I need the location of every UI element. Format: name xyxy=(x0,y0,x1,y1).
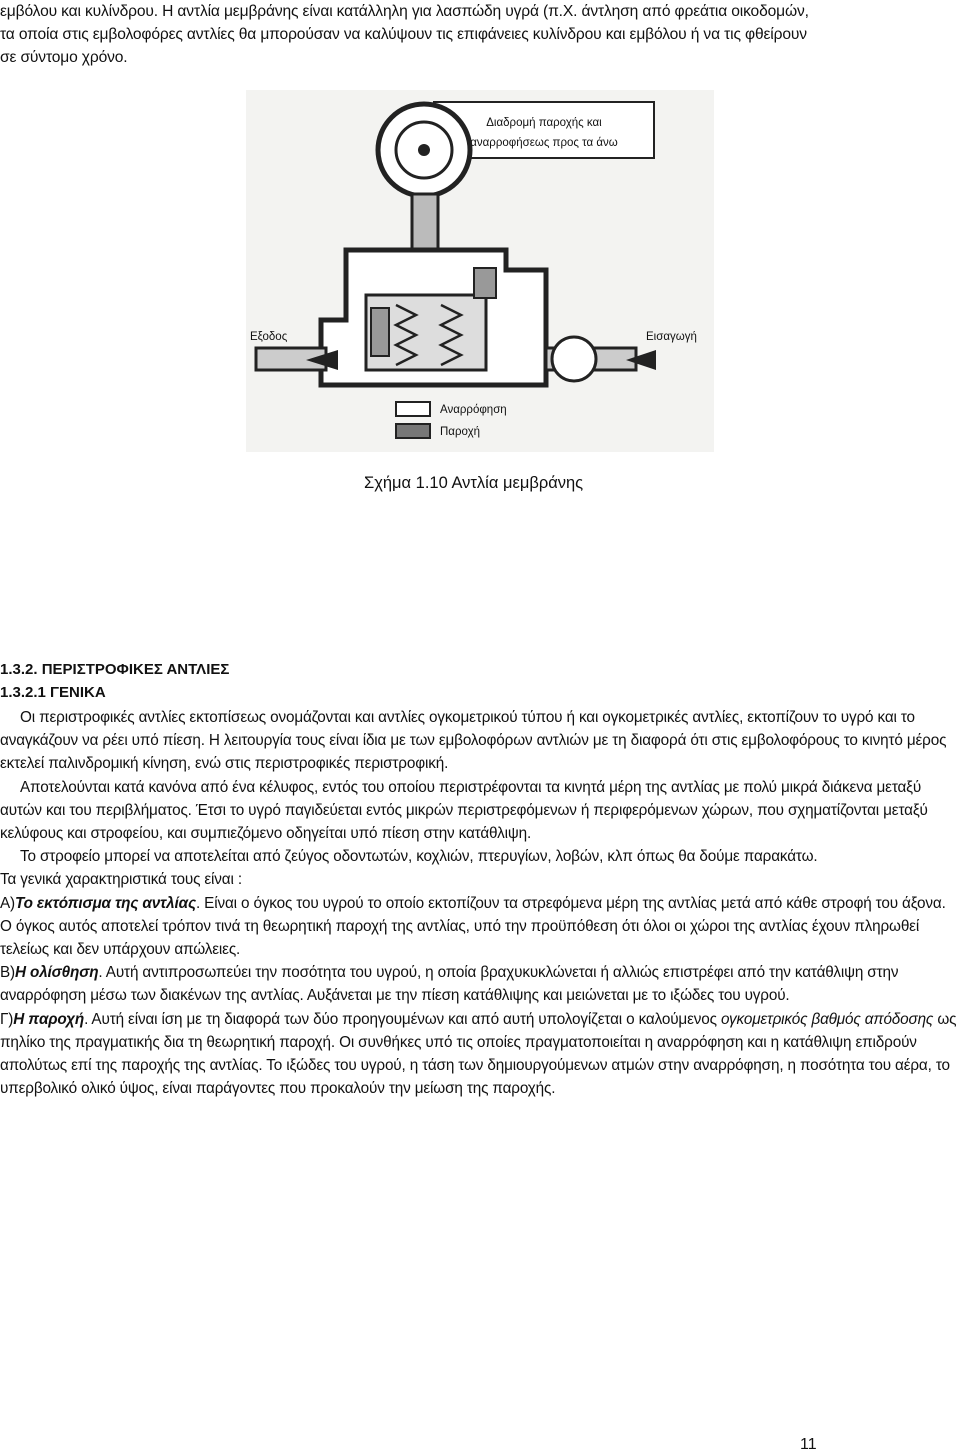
item-a xyxy=(0,892,958,962)
item-b-term: Η ολίσθηση xyxy=(15,964,99,982)
paragraph-4: Τα γενικά χαρακτηριστικά τους είναι : xyxy=(0,871,242,889)
wheel-axle xyxy=(418,144,430,156)
item-b-text: . Αυτή αντιπροσωπεύει την ποσότητα του υγρού, η οποία βραχυκυκλώνεται ή αλλιώς επιστρέφει από την κατάθλιψη στην αναρρόφηση μέσω των διακένων της αντλίας. Αυξάνεται με την πίεση κατάθλιψης και μειώνεται με το ιξώδες του υγρού. xyxy=(0,964,899,1005)
paragraph-3: Το στροφείο μπορεί να αποτελείται από ζεύγος οδοντωτών, κοχλιών, πτερυγίων, λοβών, κλπ όπως θα δούμε παρακάτω. xyxy=(20,848,818,866)
section-heading: 1.3.2. ΠΕΡΙΣΤΡΟΦΙΚΕΣ ΑΝΤΛΙΕΣ xyxy=(0,661,230,678)
diagram-label-outlet: Εξοδος xyxy=(250,331,288,343)
paragraph-1: Οι περιστροφικές αντλίες εκτοπίσεως ονομάζονται και αντλίες ογκομετρικού τύπου ή και ογκομετρικές αντλίες, εκτοπίζουν το υγρό και το αναγκάζουν να ρέει υπό πίεση. Η λειτουργία τους είναι ίδια με των εμβολοφόρων αντλιών με τη διαφορά ότι στις εμβολοφόρους το κινητό μέρος εκτελεί παλινδρομική κίνηση, ενώ στις περιστροφικές περιστροφική. xyxy=(0,709,947,773)
item-c-text-2: ως πηλίκο της πραγματικής δια τη θεωρητική παροχή. Οι συνθήκες υπό τις οποίες πραγματοποιείται η αναρρόφηση και η κατάθλιψη επιδρούν απολύτως επί της παροχής της αντλίας. Το ιξώδες του υγρού, η τάση των δημιουργούμενων ατμών στην αναρρόφηση, η ποσότητα του αέρα, το υπερβολικό ολικό ύψος, είναι παράγοντες που προκαλούν την μείωση της παροχής. xyxy=(0,1010,957,1098)
diagram-label-top-2: αναρροφήσεως προς τα άνω xyxy=(470,137,618,149)
item-b xyxy=(0,961,958,1007)
item-c xyxy=(0,1008,958,1101)
subsection-heading: 1.3.2.1 ΓΕΝΙΚΑ xyxy=(0,684,106,701)
legend-delivery-label: Παροχή xyxy=(440,426,481,438)
inlet-valve-housing xyxy=(552,337,596,381)
intro-line-3: σε σύντομο χρόνο. xyxy=(0,49,128,66)
item-b-prefix: Β) xyxy=(0,964,15,982)
item-c-italic: ογκομετρικός βαθμός απόδοσης xyxy=(720,1010,934,1028)
item-c-text-1: . Αυτή είναι ίση με τη διαφορά των δύο προηγουμένων και από αυτή υπολογίζεται ο καλούμενος xyxy=(84,1010,721,1028)
paragraph-2: Αποτελούνται κατά κανόνα από ένα κέλυφος, εντός του οποίου περιστρέφονται τα κινητά μέρη της αντλίας με πολύ μικρά διάκενα μεταξύ αυτών και του περιβλήματος. Έτσι το υγρό παγιδεύεται εντός μικρών περιστρεφόμενων ή περιφερόμενων χώρων, που σχηματίζονται μεταξύ κελύφους και στροφείου, και συμπιεζόμενο οδηγείται υπό πίεση στην κατάθλιψη. xyxy=(0,778,928,843)
diagram-label-top-1: Διαδρομή παροχής και xyxy=(486,117,602,129)
intro-line-1: εμβόλου και κυλίνδρου. Η αντλία μεμβράνης είναι κατάλληλη για λασπώδη υγρά (π.Χ. άντληση από φρεάτια οικοδομών, xyxy=(0,3,809,20)
outlet-valve xyxy=(371,308,389,356)
legend-delivery-swatch xyxy=(396,424,430,438)
inlet-valve xyxy=(474,268,496,298)
page-number: 11 xyxy=(800,1436,817,1453)
body-text xyxy=(0,706,958,1100)
item-a-prefix: Α) xyxy=(0,894,15,912)
diagram-label-inlet: Εισαγωγή xyxy=(646,331,697,343)
item-c-term: Η παροχή xyxy=(13,1010,85,1028)
legend-suction-label: Αναρρόφηση xyxy=(440,404,507,416)
legend-suction-swatch xyxy=(396,402,430,416)
pump-rod xyxy=(412,194,438,256)
item-a-term: Το εκτόπισμα της αντλίας xyxy=(15,894,196,912)
intro-paragraph xyxy=(0,0,958,69)
item-c-prefix: Γ) xyxy=(0,1010,14,1028)
figure-caption: Σχήμα 1.10 Αντλία μεμβράνης xyxy=(364,474,584,492)
intro-line-2: τα οποία στις εμβολοφόρες αντλίες θα μπορούσαν να καλύψουν τις επιφάνειες κυλίνδρου και εμβόλου ή να τις φθείρουν xyxy=(0,26,807,43)
diaphragm-pump-diagram xyxy=(246,90,714,452)
diaphragm-pump-figure xyxy=(246,90,714,452)
item-a-text: . Είναι ο όγκος του υγρού το οποίο εκτοπίζουν τα στρεφόμενα μέρη της αντλίας μετά από κάθε στροφή του άξονα. Ο όγκος αυτός αποτελεί τρόπον τινά τη θεωρητική παροχή της αντλίας, υπό την προϋπόθεση ότι όλοι οι χώροι της αντλίας έχουν πληρωθεί τελείως και δεν υπάρχουν απώλειες. xyxy=(0,894,946,959)
